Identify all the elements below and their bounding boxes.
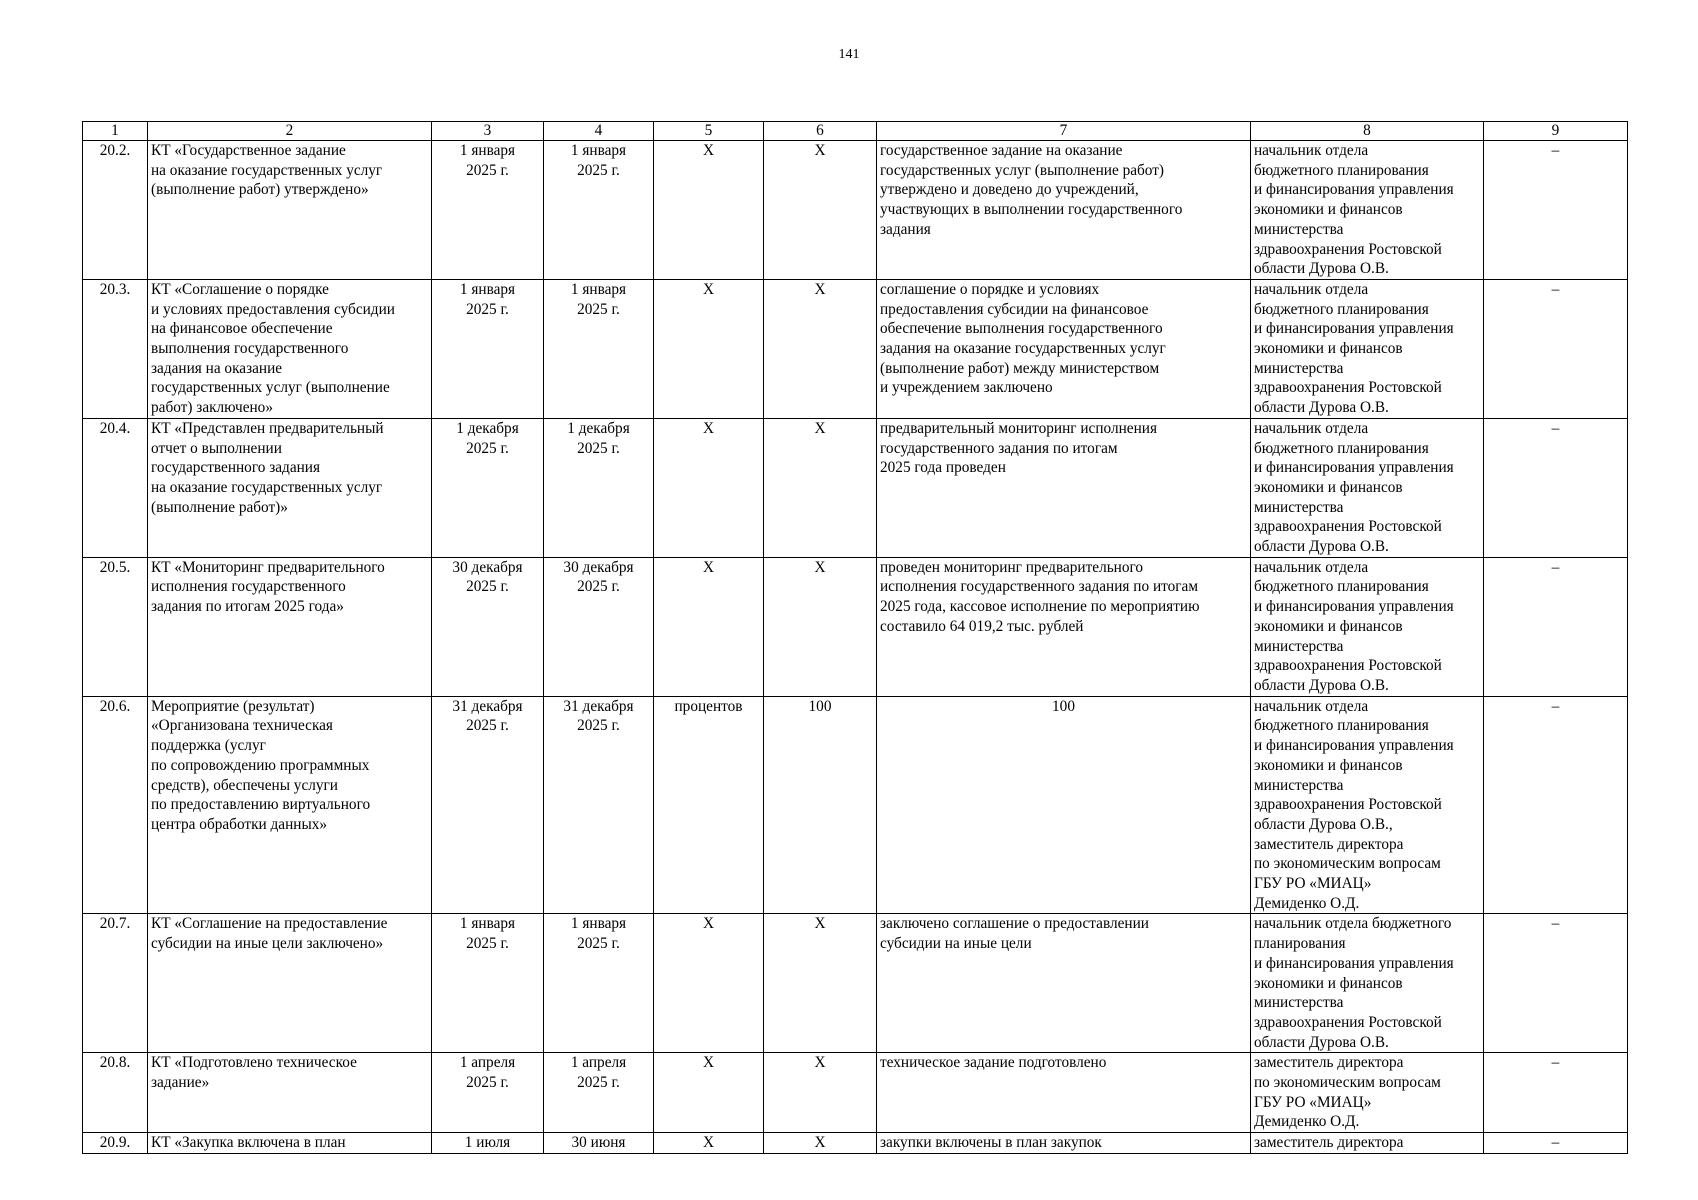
start-date-cell [432,696,544,914]
column-header-8: 8 [1251,122,1484,141]
end-date: 1 января 2025 г. [570,142,627,179]
result-description-cell [877,141,1251,280]
result-description-cell [877,1133,1251,1154]
row-number: 20.3. [99,280,131,298]
target-value: Х [814,558,826,576]
column-header-3: 3 [432,122,544,141]
responsible-person: заместитель директора по экономическим вопросам ГБУ РО «МИАЦ» Демиденко О.Д. [1254,1054,1441,1131]
event-name-cell [148,557,432,696]
unit-of-measure: процентов [674,697,743,715]
target-value-cell [764,557,877,696]
column-header-7: 7 [877,122,1251,141]
table-body [83,141,1628,1154]
target-value-cell [764,141,877,280]
info-system-cell [1484,914,1628,1053]
responsible-person-cell [1251,1053,1484,1133]
unit-of-measure-cell [654,1133,764,1154]
info-system-cell [1484,696,1628,914]
event-name-cell [148,1053,432,1133]
info-system-cell [1484,279,1628,418]
responsible-person: начальник отдела бюджетного планирования и финансирования управления экономики и финансов министерства здравоохранения Ростовской области Дурова О.В. [1254,915,1454,1051]
event-name-cell [148,914,432,1053]
start-date-cell [432,141,544,280]
table-row [83,914,1628,1053]
end-date-cell [544,141,654,280]
row-number: 20.5. [99,558,131,576]
result-description: государственное задание на оказание государственных услуг (выполнение работ) утверждено и доведено до учреждений, участвующих в выполнении государственного задания [880,142,1183,238]
row-number: 20.7. [99,915,131,933]
responsible-person: начальник отдела бюджетного планирования и финансирования управления экономики и финансов министерства здравоохранения Ростовской области Дурова О.В. [1254,280,1454,417]
event-name-cell [148,141,432,280]
end-date: 31 декабря 2025 г. [563,697,634,735]
target-value: Х [814,915,826,933]
row-number-cell [83,1053,148,1133]
table-row [83,696,1628,914]
unit-of-measure: Х [702,280,715,298]
start-date-cell [432,1053,544,1133]
target-value: 100 [808,697,832,715]
end-date: 30 июня [571,1134,626,1152]
row-number-cell [83,1133,148,1154]
result-description-cell [877,418,1251,557]
result-description: соглашение о порядке и условиях предоставления субсидии на финансовое обеспечение выполнения государственного задания на оказание государственных услуг (выполнение работ) между министерством и учреждением заключено [880,280,1166,397]
start-date: 1 января 2025 г. [459,142,516,179]
end-date-cell [544,914,654,1053]
end-date: 1 января 2025 г. [570,280,627,318]
table-row [83,1133,1628,1154]
row-number-cell [83,696,148,914]
info-system-cell [1484,141,1628,280]
unit-of-measure: Х [702,915,715,933]
row-number-cell [83,914,148,1053]
start-date-cell [432,557,544,696]
unit-of-measure-cell [654,1053,764,1133]
end-date-cell [544,557,654,696]
responsible-person-cell [1251,557,1484,696]
unit-of-measure-cell [654,914,764,1053]
end-date-cell [544,279,654,418]
info-system: – [1551,915,1560,933]
unit-of-measure-cell [654,418,764,557]
responsible-person: начальник отдела бюджетного планирования и финансирования управления экономики и финансов министерства здравоохранения Ростовской области Дурова О.В. [1254,558,1454,694]
table-row [83,1053,1628,1133]
result-description-cell [877,279,1251,418]
unit-of-measure-cell [654,141,764,280]
column-header-4: 4 [544,122,654,141]
result-description: заключено соглашение о предоставлении субсидии на иные цели [880,915,1149,953]
row-number: 20.8. [99,1054,131,1072]
result-description-cell [877,696,1251,914]
event-name: КТ «Представлен предварительный отчет о выполнении государственного задания на оказание государственных услуг (выполнение работ)» [151,419,384,516]
info-system: – [1551,1054,1560,1072]
responsible-person: начальник отдела бюджетного планирования и финансирования управления экономики и финансов министерства здравоохранения Ростовской области Дурова О.В. [1254,419,1454,556]
responsible-person-cell [1251,696,1484,914]
info-system-cell [1484,418,1628,557]
start-date-cell [432,914,544,1053]
end-date: 1 апреля 2025 г. [570,1054,627,1092]
column-header-9: 9 [1484,122,1628,141]
table-row [83,418,1628,557]
responsible-person-cell [1251,914,1484,1053]
header-row [83,122,1628,141]
page-number: 141 [838,47,860,62]
end-date: 1 января 2025 г. [570,915,627,953]
responsible-person-cell [1251,1133,1484,1154]
unit-of-measure-cell [654,557,764,696]
event-name: КТ «Соглашение на предоставление субсидии на иные цели заключено» [151,915,388,953]
result-description-cell [877,914,1251,1053]
end-date-cell [544,696,654,914]
row-number: 20.6. [99,697,131,715]
end-date-cell [544,1053,654,1133]
row-number-cell [83,557,148,696]
event-name: КТ «Подготовлено техническое задание» [151,1054,357,1092]
responsible-person-cell [1251,279,1484,418]
target-value-cell [764,1053,877,1133]
info-system: – [1551,142,1560,159]
start-date: 31 декабря 2025 г. [452,697,523,735]
target-value: Х [814,1134,826,1152]
row-number: 20.2. [99,142,131,159]
target-value: Х [814,142,826,159]
unit-of-measure-cell [654,279,764,418]
result-description-cell [877,557,1251,696]
info-system: – [1551,1134,1560,1152]
responsible-person: начальник отдела бюджетного планирования и финансирования управления экономики и финансов министерства здравоохранения Ростовской области Дурова О.В., заместитель директора по экономическим вопросам ГБУ РО «МИАЦ» Демиденко О.Д. [1254,697,1454,912]
info-system: – [1551,419,1560,437]
event-name-cell [148,418,432,557]
table-header [83,122,1628,141]
target-value-cell [764,279,877,418]
column-header-6: 6 [764,122,877,141]
table-row [83,557,1628,696]
start-date: 1 января 2025 г. [459,915,516,953]
start-date-cell [432,418,544,557]
target-value-cell [764,418,877,557]
end-date: 30 декабря 2025 г. [563,558,634,596]
row-number-cell [83,418,148,557]
target-value: Х [814,280,826,298]
table-row [83,279,1628,418]
start-date: 1 января 2025 г. [459,280,516,318]
unit-of-measure: Х [702,558,715,576]
row-number-cell [83,141,148,280]
event-name: КТ «Соглашение о порядке и условиях предоставления субсидии на финансовое обеспечение выполнения государственного задания на оказание государственных услуг (выполнение работ) заключено» [151,280,395,417]
start-date-cell [432,1133,544,1154]
responsible-person: начальник отдела бюджетного планирования и финансирования управления экономики и финансов министерства здравоохранения Ростовской области Дурова О.В. [1254,142,1454,278]
event-name: КТ «Мониторинг предварительного исполнения государственного задания по итогам 2025 года» [151,558,385,616]
event-name-cell [148,696,432,914]
event-name-cell [148,1133,432,1154]
start-date: 1 июля [464,1134,511,1152]
target-value: Х [814,419,826,437]
event-name-cell [148,279,432,418]
info-system-cell [1484,1053,1628,1133]
row-number: 20.9. [99,1134,131,1152]
result-description: 100 [1052,697,1075,715]
result-description: предварительный мониторинг исполнения государственного задания по итогам 2025 года проведен [880,419,1157,477]
start-date: 30 декабря 2025 г. [452,558,523,596]
column-header-5: 5 [654,122,764,141]
row-number-cell [83,279,148,418]
info-system: – [1551,697,1560,715]
info-system-cell [1484,1133,1628,1154]
column-header-1: 1 [83,122,148,141]
target-value: Х [814,1054,826,1072]
event-name: КТ «Закупка включена в план [151,1134,346,1152]
target-value-cell [764,1133,877,1154]
unit-of-measure: Х [702,1134,715,1152]
target-value-cell [764,696,877,914]
responsible-person: заместитель директора [1254,1134,1404,1152]
event-name: КТ «Государственное задание на оказание государственных услуг (выполнение работ) утверждено» [151,142,383,199]
end-date: 1 декабря 2025 г. [567,419,630,457]
result-description: техническое задание подготовлено [880,1054,1107,1072]
responsible-person-cell [1251,418,1484,557]
responsible-person-cell [1251,141,1484,280]
result-description: закупки включены в план закупок [880,1134,1102,1152]
row-number: 20.4. [99,419,131,437]
unit-of-measure: Х [702,1054,715,1072]
table-row [83,141,1628,280]
info-system: – [1551,280,1560,298]
start-date: 1 апреля 2025 г. [459,1054,516,1092]
column-header-2: 2 [148,122,432,141]
unit-of-measure-cell [654,696,764,914]
unit-of-measure: Х [702,419,715,437]
event-name: Мероприятие (результат) «Организована техническая поддержка (услуг по сопровождению программных средств), обеспечены услуги по предоставлению виртуального центра обработки данных» [151,697,371,833]
start-date: 1 декабря 2025 г. [456,419,519,457]
control-points-table [82,121,1628,1154]
result-description-cell [877,1053,1251,1133]
info-system-cell [1484,557,1628,696]
target-value-cell [764,914,877,1053]
unit-of-measure: Х [702,142,715,159]
result-description: проведен мониторинг предварительного исполнения государственного задания по итогам 2025 года, кассовое исполнение по мероприятию составило 64 019,2 тыс. рублей [880,558,1200,635]
start-date-cell [432,279,544,418]
end-date-cell [544,418,654,557]
end-date-cell [544,1133,654,1154]
info-system: – [1551,558,1560,576]
